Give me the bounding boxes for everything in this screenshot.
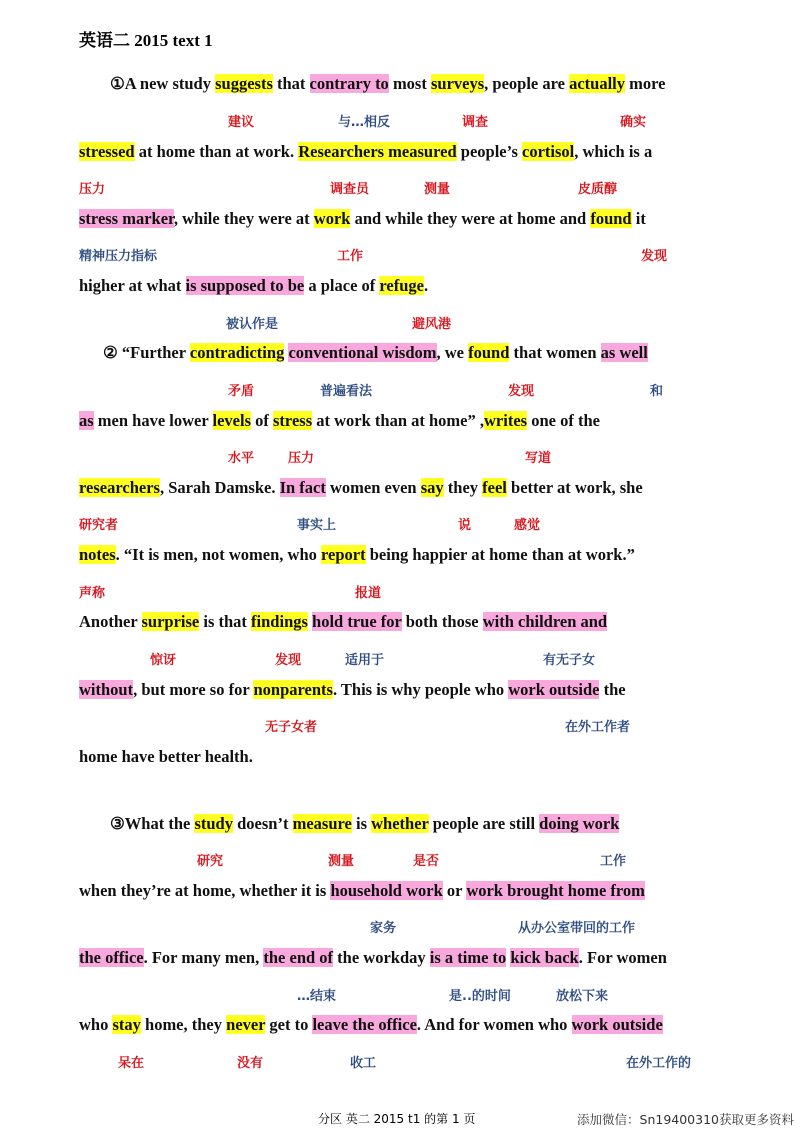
annotation: 工作 [600,854,627,869]
annotation: 避风港 [412,317,452,332]
text-segment: , people are [484,74,570,93]
highlight-pink: doing work [539,814,620,833]
text-segment: men have lower [93,411,213,430]
text-segment: that [272,74,310,93]
text-segment: ③What the [110,814,195,833]
text-segment: . For women [578,948,667,967]
annotation: 工作 [337,249,364,264]
text-line [0,209,800,229]
text-segment: who [79,1015,113,1034]
annotation: 水平 [228,451,255,466]
annotation: …结束 [297,989,337,1004]
text-line [0,545,800,565]
highlight-yellow: researchers [79,478,160,497]
text-segment: being happier at home than at work.” [365,545,635,564]
annotation: 调查 [462,115,489,130]
annotation: 精神压力指标 [79,249,158,264]
highlight-pink: without [79,680,134,699]
highlight-pink: is supposed to be [185,276,305,295]
annotation: 皮质醇 [578,182,618,197]
text-segment: when they’re at home, whether it is [79,881,331,900]
annotation: 有无子女 [543,653,596,668]
text-segment: , while they were at [173,209,314,228]
annotation: 惊讶 [150,653,177,668]
highlight-pink: work outside [508,680,600,699]
highlight-pink: as well [600,343,648,362]
highlight-pink: In fact [279,478,326,497]
highlight-yellow: found [590,209,632,228]
text-segment: doesn’t [233,814,293,833]
highlight-yellow: say [420,478,444,497]
text-segment: or [442,881,467,900]
text-line [0,948,800,968]
text-segment: people’s [456,142,523,161]
highlight-yellow: surveys [430,74,485,93]
text-segment: they [443,478,483,497]
highlight-yellow: feel [482,478,507,497]
annotation: 从办公室带回的工作 [518,921,636,936]
text-segment: that women [509,343,601,362]
text-segment: home, they [140,1015,227,1034]
text-segment: higher at what [79,276,186,295]
page-title: 英语二 2015 text 1 [79,31,213,50]
text-segment: people are still [428,814,540,833]
highlight-pink: kick back [510,948,579,967]
annotation: 写道 [525,451,552,466]
highlight-yellow: notes [79,545,116,564]
annotation: 研究者 [79,518,119,533]
text-line [0,142,800,162]
annotation: 在外工作者 [565,720,631,735]
text-segment: home have better health. [79,747,253,766]
annotation: 压力 [288,451,315,466]
annotation: 调查员 [330,182,370,197]
highlight-yellow: levels [212,411,252,430]
highlight-pink: hold true for [312,612,402,631]
highlight-yellow: cortisol [522,142,575,161]
text-segment: the [599,680,626,699]
annotation: 发现 [275,653,302,668]
text-line [0,276,800,296]
annotation: 是否 [413,854,440,869]
annotation: 收工 [350,1056,377,1071]
highlight-yellow: refuge [379,276,424,295]
annotation: 在外工作的 [626,1056,692,1071]
annotation: 没有 [237,1056,264,1071]
text-segment: . This is why people who [332,680,509,699]
highlight-yellow: whether [371,814,429,833]
highlight-yellow: found [468,343,510,362]
annotation: 适用于 [345,653,385,668]
annotation: 研究 [197,854,224,869]
highlight-pink: contrary to [309,74,389,93]
annotation: 是..的时间 [449,989,511,1004]
highlight-yellow: surprise [141,612,200,631]
annotation: 建议 [228,115,255,130]
text-line [0,74,800,94]
annotation: 压力 [79,182,106,197]
annotation: 被认作是 [226,317,279,332]
text-line [0,881,800,901]
text-line [0,411,800,431]
highlight-yellow: work [313,209,351,228]
annotation: 无子女者 [265,720,318,735]
annotation: 呆在 [118,1056,145,1071]
text-line [0,343,800,363]
text-segment: . “It is men, not women, who [115,545,322,564]
highlight-pink: household work [330,881,443,900]
text-segment: Another [79,612,142,631]
text-segment: , which is a [574,142,653,161]
highlight-pink: leave the office [312,1015,417,1034]
annotation: 普遍看法 [320,384,373,399]
page-footer: 分区 英二 2015 t1 的第 1 页 [318,1112,476,1126]
wechat-notice: 添加微信：Sn19400310获取更多资料 [577,1112,794,1127]
text-segment: at work than at home” , [312,411,484,430]
text-segment: women even [325,478,421,497]
highlight-yellow: stressed [79,142,135,161]
annotation: 家务 [370,921,397,936]
text-segment: it [631,209,646,228]
annotation: 矛盾 [228,384,255,399]
text-segment: , we [436,343,469,362]
annotation: 事实上 [297,518,337,533]
text-segment: and while they were at home and [350,209,591,228]
annotation: 和 [650,384,664,399]
annotation: 声称 [79,586,106,601]
highlight-yellow: nonparents [253,680,333,699]
annotation: 发现 [508,384,535,399]
highlight-pink: work outside [571,1015,663,1034]
highlight-yellow: Researchers measured [298,142,457,161]
text-segment: , Sarah Damske. [159,478,280,497]
text-segment: most [388,74,431,93]
text-segment: . For many men, [143,948,264,967]
highlight-pink: work brought home from [466,881,645,900]
highlight-yellow: contradicting [189,343,285,362]
annotation: 感觉 [514,518,541,533]
text-segment: is that [199,612,252,631]
highlight-yellow: writes [484,411,528,430]
highlight-yellow: stress [273,411,313,430]
highlight-yellow: findings [251,612,308,631]
text-line [0,747,800,767]
annotation: 测量 [328,854,355,869]
highlight-yellow: report [321,545,366,564]
highlight-pink: as [79,411,94,430]
annotation: 确实 [620,115,647,130]
highlight-yellow: actually [569,74,626,93]
text-segment: . [424,276,429,295]
text-line [0,478,800,498]
highlight-pink: is a time to [429,948,507,967]
text-line [0,814,800,834]
text-segment: ①A new study [110,74,216,93]
text-segment: get to [265,1015,313,1034]
text-segment: , but more so for [133,680,254,699]
annotation: 测量 [424,182,451,197]
text-line [0,1015,800,1035]
highlight-pink: with children and [482,612,608,631]
text-segment: a place of [304,276,380,295]
annotation: 报道 [355,586,382,601]
annotation: 发现 [641,249,668,264]
highlight-yellow: suggests [215,74,273,93]
highlight-pink: conventional wisdom [288,343,437,362]
highlight-yellow: never [226,1015,266,1034]
highlight-pink: the office [79,948,144,967]
highlight-yellow: measure [292,814,352,833]
text-segment: better at work, she [506,478,643,497]
text-segment: of [251,411,274,430]
highlight-yellow: study [194,814,233,833]
highlight-pink: stress marker [79,209,174,228]
annotation: 放松下来 [556,989,609,1004]
text-segment: one of the [527,411,600,430]
text-segment: . And for women who [416,1015,572,1034]
text-segment: is [351,814,372,833]
text-segment: both those [401,612,483,631]
annotation: 说 [458,518,472,533]
text-line [0,680,800,700]
annotation: 与…相反 [338,115,391,130]
text-segment: the workday [333,948,430,967]
highlight-pink: the end of [263,948,334,967]
text-segment: at home than at work. [134,142,299,161]
text-segment: ② “Further [103,343,190,362]
text-segment: more [625,74,666,93]
highlight-yellow: stay [112,1015,141,1034]
text-line [0,612,800,632]
